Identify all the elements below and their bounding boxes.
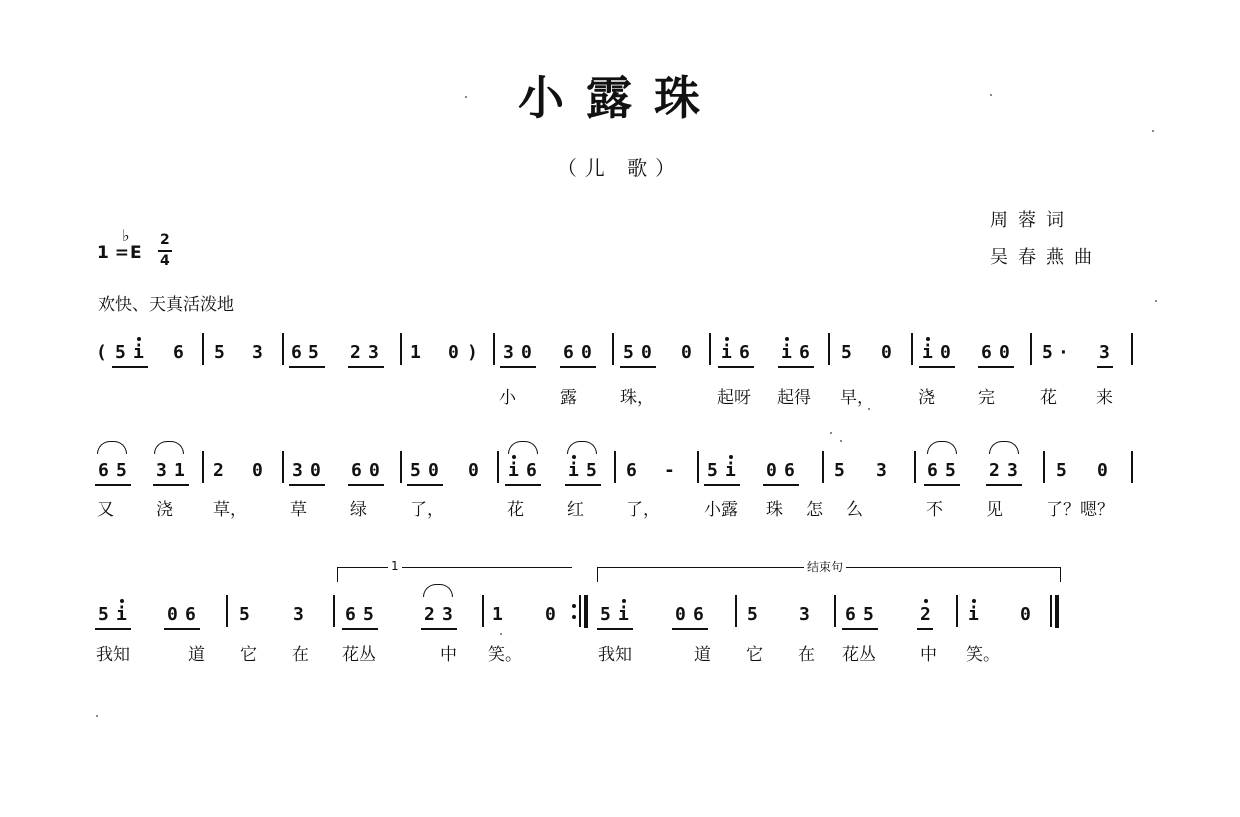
high-octave-dot: [512, 455, 516, 459]
note: 3: [1007, 460, 1018, 481]
barline: [1131, 333, 1133, 365]
note: 6: [351, 460, 362, 481]
note: 3: [368, 342, 379, 363]
time-sig-top: 2: [160, 232, 170, 248]
note: 5: [1056, 460, 1067, 481]
final-thick-barline: [1055, 595, 1059, 628]
lyric: 又: [97, 500, 114, 520]
high-octave-dot: [120, 599, 124, 603]
note: 5: [863, 604, 874, 625]
beam-underline: [718, 366, 754, 368]
note: i: [508, 460, 519, 481]
note: i: [922, 342, 933, 363]
dash: -: [664, 460, 675, 481]
barline: [497, 451, 499, 483]
beam-underline: [1097, 366, 1113, 368]
note: 3: [799, 604, 810, 625]
first-ending-bracket: [337, 567, 572, 582]
lyric: 绿: [350, 500, 367, 520]
lyric: 在: [798, 645, 815, 665]
barline: [697, 451, 699, 483]
beam-underline: [505, 484, 541, 486]
slur-arc: [154, 441, 184, 454]
time-sig-bottom: 4: [160, 253, 170, 269]
lyric: 小: [499, 388, 516, 408]
note: 6: [345, 604, 356, 625]
note: 2: [920, 604, 931, 625]
beam-underline: [407, 484, 443, 486]
note: 6: [185, 604, 196, 625]
lyric: 花: [1040, 388, 1057, 408]
note: 3: [156, 460, 167, 481]
barline: [333, 595, 335, 627]
open-paren: (: [96, 342, 107, 363]
barline: [911, 333, 913, 365]
beam-underline: [421, 628, 457, 630]
lyric: 么: [846, 500, 863, 520]
beam-underline: [917, 628, 933, 630]
lyric: 它: [240, 645, 257, 665]
lyric: 花: [507, 500, 524, 520]
first-ending-label: 1: [388, 559, 402, 573]
barline: [482, 595, 484, 627]
slur-arc: [97, 441, 127, 454]
note: i: [133, 342, 144, 363]
note: 3: [876, 460, 887, 481]
note: 0: [545, 604, 556, 625]
close-paren: ): [467, 342, 478, 363]
slur-arc: [989, 441, 1019, 454]
beam-underline: [620, 366, 656, 368]
high-octave-dot: [926, 337, 930, 341]
lyric: 道: [694, 645, 711, 665]
lyric: 见: [986, 500, 1003, 520]
note: 5: [600, 604, 611, 625]
note: 0: [940, 342, 951, 363]
song-subtitle: （儿 歌）: [556, 156, 684, 180]
note: 0: [641, 342, 652, 363]
lyric: 红: [567, 500, 584, 520]
lyric: 了，: [410, 500, 444, 520]
barline: [834, 595, 836, 627]
note: 6: [291, 342, 302, 363]
lyric: 起得: [777, 388, 811, 408]
beam-underline: [112, 366, 148, 368]
note: 0: [167, 604, 178, 625]
beam-underline: [560, 366, 596, 368]
barline: [282, 451, 284, 483]
note: 2: [989, 460, 1000, 481]
final-thin-barline: [1050, 595, 1052, 627]
time-sig-line: [158, 250, 172, 252]
slur-arc: [927, 441, 957, 454]
note: 0: [369, 460, 380, 481]
note: 6: [626, 460, 637, 481]
note: i: [618, 604, 629, 625]
note: 2: [350, 342, 361, 363]
tempo-marking: 欢快、天真活泼地: [98, 295, 234, 315]
lyric: 花丛: [342, 645, 376, 665]
ending-phrase-label: 结束句: [804, 558, 846, 575]
beam-underline: [95, 484, 131, 486]
lyric: 完: [978, 388, 995, 408]
note: 3: [1099, 342, 1110, 363]
note: 6: [981, 342, 992, 363]
note: 3: [442, 604, 453, 625]
barline: [614, 451, 616, 483]
barline: [202, 333, 204, 365]
note: 6: [526, 460, 537, 481]
high-octave-dot: [972, 599, 976, 603]
barline: [828, 333, 830, 365]
lyric: 浇: [918, 388, 935, 408]
slur-arc: [508, 441, 538, 454]
barline: [400, 333, 402, 365]
lyric: 我知: [598, 645, 632, 665]
beam-underline: [500, 366, 536, 368]
high-octave-dot: [622, 599, 626, 603]
barline: [956, 595, 958, 627]
song-title: 小露珠: [518, 71, 722, 125]
note: 5: [410, 460, 421, 481]
note: 3: [292, 460, 303, 481]
barline: [226, 595, 228, 627]
lyric: 珠，: [620, 388, 654, 408]
flat-sign-icon: ♭: [122, 226, 130, 245]
lyric: 笑。: [966, 645, 1000, 665]
beam-underline: [164, 628, 200, 630]
note: 0: [766, 460, 777, 481]
slur-arc: [567, 441, 597, 454]
barline: [1043, 451, 1045, 483]
note: 6: [784, 460, 795, 481]
beam-underline: [704, 484, 740, 486]
note: 5: [834, 460, 845, 481]
barline: [282, 333, 284, 365]
note: 5: [1042, 342, 1053, 363]
lyric: 了，: [626, 500, 660, 520]
note: i: [968, 604, 979, 625]
high-octave-dot: [729, 455, 733, 459]
barline: [735, 595, 737, 627]
high-octave-dot: [572, 455, 576, 459]
barline: [612, 333, 614, 365]
barline: [1030, 333, 1032, 365]
beam-underline: [289, 484, 325, 486]
lyric: 笑。: [488, 645, 522, 665]
lyric: 草: [290, 500, 307, 520]
high-octave-dot: [725, 337, 729, 341]
note: 0: [881, 342, 892, 363]
note: 0: [675, 604, 686, 625]
note: 5: [841, 342, 852, 363]
note: 0: [448, 342, 459, 363]
note: i: [725, 460, 736, 481]
lyric: 我知: [96, 645, 130, 665]
high-octave-dot: [137, 337, 141, 341]
note: i: [721, 342, 732, 363]
high-octave-dot: [785, 337, 789, 341]
note: 6: [845, 604, 856, 625]
lyric: 露: [560, 388, 577, 408]
note: 5: [239, 604, 250, 625]
note: 5: [586, 460, 597, 481]
beam-underline: [778, 366, 814, 368]
note: 5: [115, 342, 126, 363]
dotted-note-dot: ·: [1058, 342, 1069, 363]
beam-underline: [565, 484, 601, 486]
lyric: 草，: [213, 500, 247, 520]
note: i: [781, 342, 792, 363]
repeat-dot: [572, 604, 576, 608]
note: 0: [310, 460, 321, 481]
lyric: 在: [292, 645, 309, 665]
note: 0: [468, 460, 479, 481]
beam-underline: [342, 628, 378, 630]
beam-underline: [95, 628, 131, 630]
note: 6: [563, 342, 574, 363]
beam-underline: [978, 366, 1014, 368]
note: 2: [424, 604, 435, 625]
beam-underline: [842, 628, 878, 630]
note: 6: [927, 460, 938, 481]
note: i: [568, 460, 579, 481]
note: 5: [623, 342, 634, 363]
note: 0: [521, 342, 532, 363]
lyric: 了？嗯？: [1046, 500, 1114, 520]
scan-speck: [990, 94, 992, 96]
beam-underline: [348, 366, 384, 368]
lyricist-credit: 周蓉词: [990, 210, 1074, 231]
beam-underline: [986, 484, 1022, 486]
lyric: 怎: [806, 500, 823, 520]
note: 0: [681, 342, 692, 363]
high-octave-dot: [924, 599, 928, 603]
note: 6: [739, 342, 750, 363]
lyric: 道: [188, 645, 205, 665]
note: 0: [1020, 604, 1031, 625]
note: 0: [428, 460, 439, 481]
beam-underline: [763, 484, 799, 486]
lyric: 中: [440, 645, 457, 665]
note: 3: [503, 342, 514, 363]
barline: [1131, 451, 1133, 483]
note: 0: [581, 342, 592, 363]
scan-speck: [830, 432, 832, 434]
lyric: 珠: [766, 500, 783, 520]
lyric: 起呀: [717, 388, 751, 408]
barline: [493, 333, 495, 365]
scan-speck: [1155, 300, 1157, 302]
note: 0: [999, 342, 1010, 363]
beam-underline: [289, 366, 325, 368]
barline: [400, 451, 402, 483]
note: 1: [492, 604, 503, 625]
repeat-thick-barline: [584, 595, 588, 628]
lyric: 它: [746, 645, 763, 665]
scan-speck: [1152, 130, 1154, 132]
beam-underline: [924, 484, 960, 486]
key-letter: E: [130, 243, 142, 263]
scan-speck: [868, 408, 870, 410]
note: 6: [799, 342, 810, 363]
note: 5: [747, 604, 758, 625]
note: 5: [363, 604, 374, 625]
note: 1: [410, 342, 421, 363]
note: 6: [173, 342, 184, 363]
scan-speck: [500, 633, 502, 635]
scan-speck: [465, 96, 467, 98]
key-prefix: 1 =: [97, 243, 129, 263]
note: 0: [1097, 460, 1108, 481]
lyric: 不: [926, 500, 943, 520]
note: 0: [252, 460, 263, 481]
repeat-dot: [572, 615, 576, 619]
beam-underline: [672, 628, 708, 630]
beam-underline: [348, 484, 384, 486]
note: 6: [693, 604, 704, 625]
note: 5: [945, 460, 956, 481]
barline: [709, 333, 711, 365]
beam-underline: [153, 484, 189, 486]
note: 2: [213, 460, 224, 481]
note: 5: [98, 604, 109, 625]
beam-underline: [597, 628, 633, 630]
note: 3: [293, 604, 304, 625]
note: 1: [174, 460, 185, 481]
scan-speck: [840, 440, 842, 442]
barline: [914, 451, 916, 483]
note: 6: [98, 460, 109, 481]
slur-arc: [423, 584, 453, 597]
lyric: 花丛: [842, 645, 876, 665]
scan-speck: [96, 715, 98, 717]
lyric: 来: [1096, 388, 1113, 408]
note: 5: [707, 460, 718, 481]
composer-credit: 吴春燕曲: [990, 247, 1102, 268]
note: 5: [116, 460, 127, 481]
lyric: 中: [920, 645, 937, 665]
lyric: 小露: [704, 500, 738, 520]
note: 5: [308, 342, 319, 363]
note: i: [116, 604, 127, 625]
barline: [202, 451, 204, 483]
barline: [822, 451, 824, 483]
note: 3: [252, 342, 263, 363]
lyric: 浇: [156, 500, 173, 520]
beam-underline: [919, 366, 955, 368]
lyric: 早，: [840, 388, 874, 408]
note: 5: [214, 342, 225, 363]
repeat-barline: [579, 595, 581, 627]
